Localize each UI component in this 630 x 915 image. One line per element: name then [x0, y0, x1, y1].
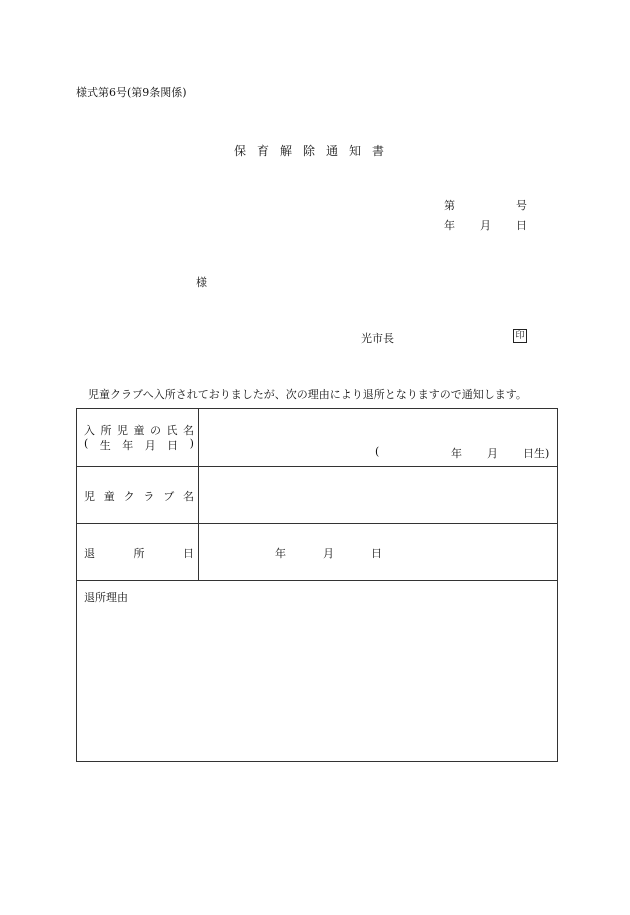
label-char: 名	[183, 424, 194, 437]
title-char: 知	[349, 144, 362, 158]
date-month: 月	[480, 219, 491, 232]
label-char: 氏	[166, 424, 178, 437]
label-char: 日	[167, 439, 179, 452]
withdrawal-reason-label: 退所理由	[84, 591, 128, 604]
label-char: 児	[117, 424, 128, 437]
doc-number-dai: 第	[444, 199, 455, 212]
form-table	[76, 408, 558, 762]
student-name-label	[84, 422, 194, 438]
title-char: 保	[234, 144, 247, 158]
label-char: )	[189, 437, 194, 450]
label-char: 生	[99, 439, 111, 452]
label-char: ク	[123, 490, 135, 503]
birth-day: 日生)	[523, 447, 550, 460]
table-row	[77, 409, 558, 467]
birth-open-paren: (	[375, 445, 380, 458]
title-char: 書	[372, 144, 385, 158]
label-char: の	[150, 424, 161, 437]
label-char: ブ	[163, 490, 175, 503]
table-row	[77, 467, 558, 524]
withdrawal-year: 年	[275, 547, 286, 560]
club-name-label	[84, 488, 194, 504]
title-char: 育	[257, 144, 270, 158]
label-char: (	[84, 437, 89, 450]
birth-month: 月	[487, 447, 498, 460]
form-number: 様式第6号(第9条関係)	[76, 86, 187, 99]
title-char: 解	[280, 144, 293, 158]
withdrawal-reason-field[interactable]	[77, 581, 558, 762]
label-char: 児	[84, 490, 95, 503]
label-char: 童	[133, 424, 145, 437]
withdrawal-day: 日	[371, 547, 382, 560]
withdrawal-date-label-cell	[77, 524, 199, 581]
student-name-label-cell	[77, 409, 199, 467]
birth-year: 年	[451, 447, 462, 460]
label-char: 日	[183, 547, 194, 560]
student-name-field[interactable]	[199, 409, 558, 467]
withdrawal-date-field[interactable]	[199, 524, 558, 581]
date-year: 年	[444, 219, 455, 232]
withdrawal-date-label	[84, 545, 194, 561]
title-char: 通	[326, 144, 339, 158]
label-char: 童	[103, 490, 115, 503]
table-row	[77, 524, 558, 581]
label-char: ラ	[143, 490, 155, 503]
club-name-label-cell	[77, 467, 199, 524]
label-char: 入	[84, 424, 95, 437]
label-char: 所	[133, 547, 145, 560]
issuer-name: 光市長	[361, 332, 394, 345]
table-row	[77, 581, 558, 762]
document-title	[234, 142, 395, 159]
club-name-field[interactable]	[199, 467, 558, 524]
label-char: 名	[182, 490, 194, 503]
title-char: 除	[303, 144, 316, 158]
date-day: 日	[516, 219, 527, 232]
birthdate-label	[84, 437, 194, 453]
body-text: 児童クラブへ入所されておりましたが、次の理由により退所となりますので通知します。	[88, 388, 527, 401]
addressee-honorific: 様	[196, 276, 207, 289]
seal-mark: 印	[513, 329, 527, 343]
label-char: 所	[100, 424, 112, 437]
label-char: 月	[144, 439, 156, 452]
withdrawal-month: 月	[323, 547, 334, 560]
doc-number-go: 号	[516, 199, 527, 212]
label-char: 年	[122, 439, 134, 452]
label-char: 退	[84, 547, 95, 560]
